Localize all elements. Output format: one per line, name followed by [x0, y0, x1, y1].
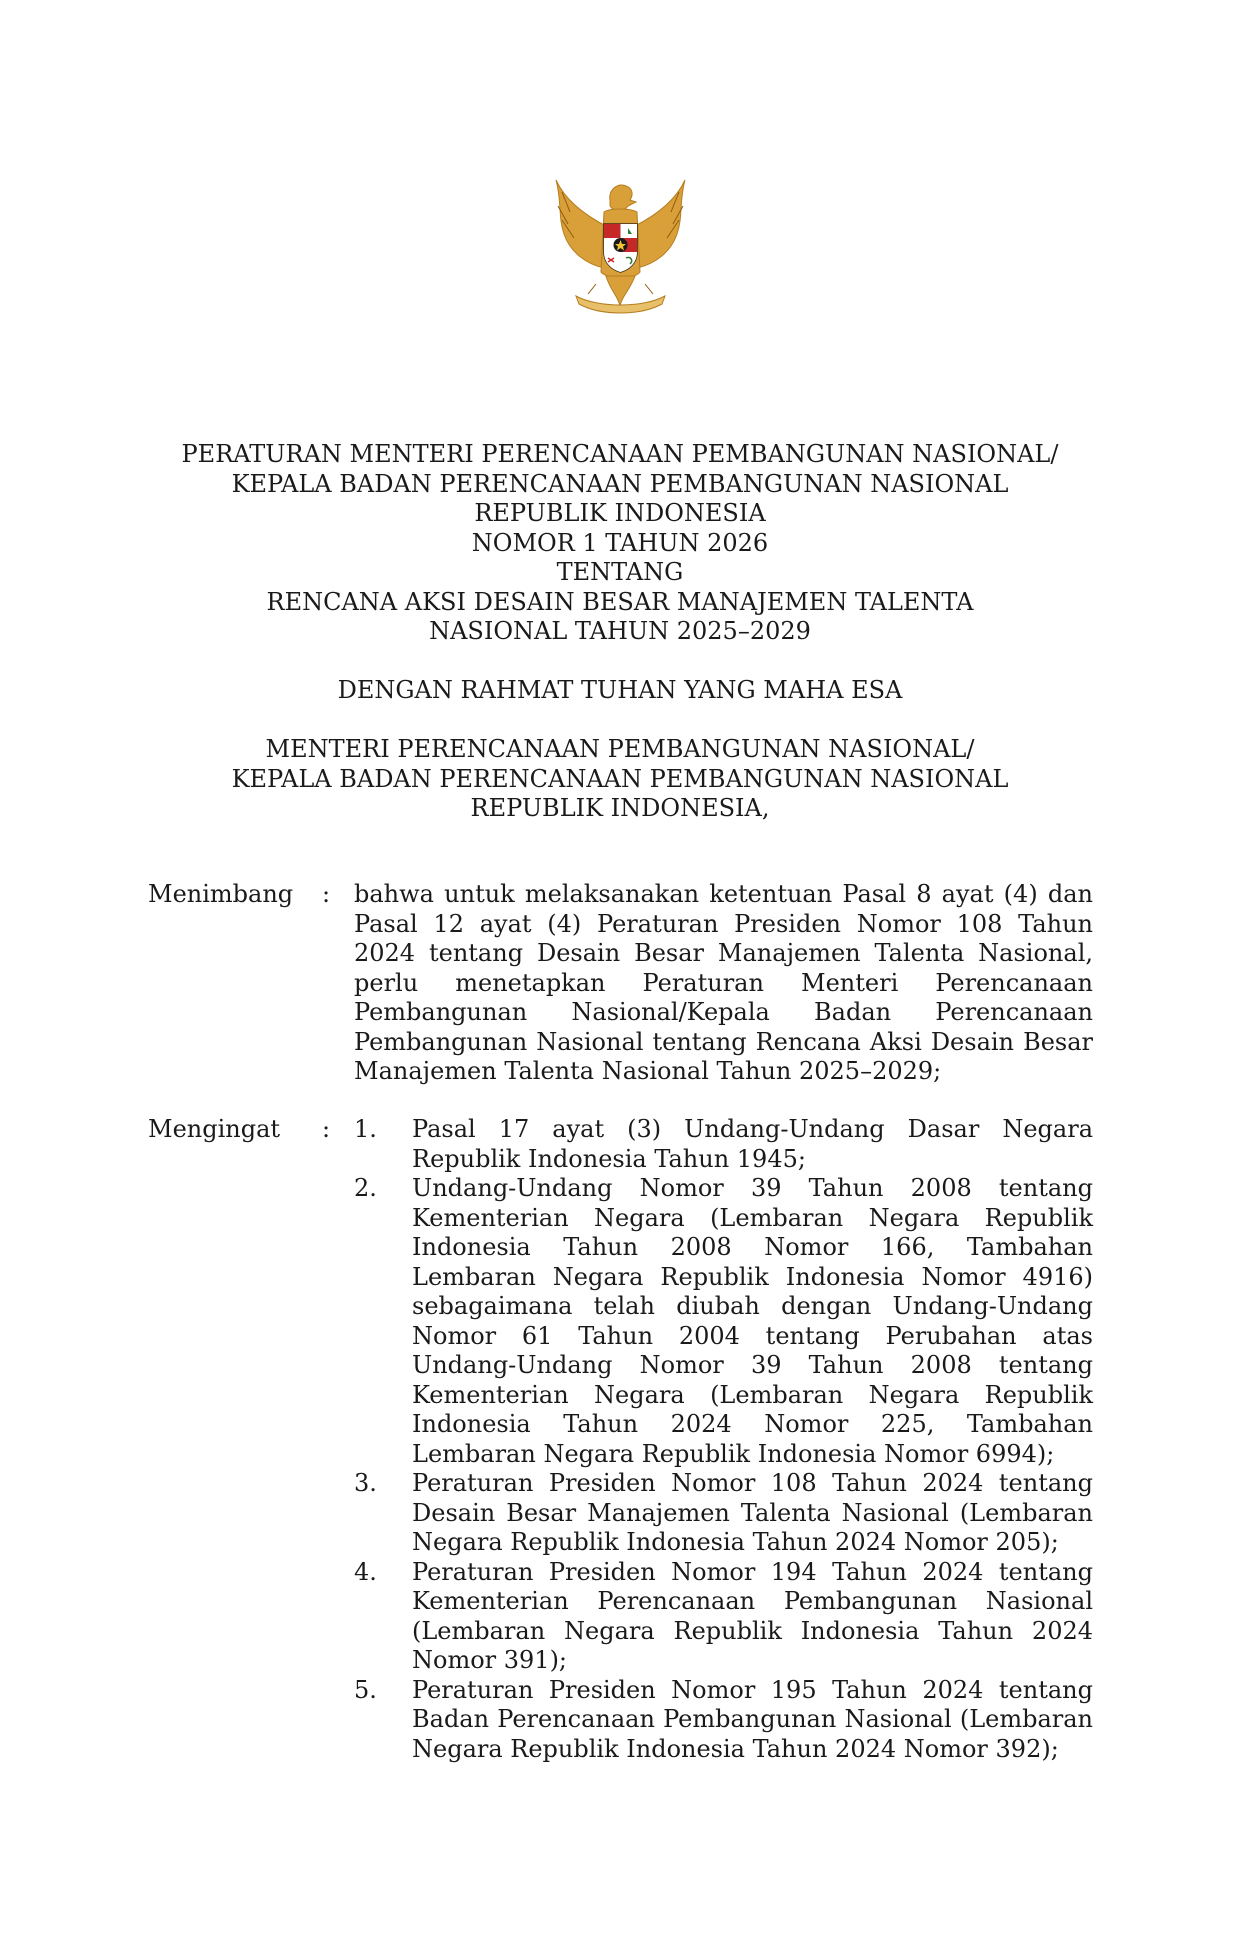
- minister-line: REPUBLIK INDONESIA,: [470, 794, 770, 822]
- minister-line: KEPALA BADAN PERENCANAAN PEMBANGUNAN NASIONAL: [231, 764, 1009, 793]
- list-item: [354, 1558, 1093, 1676]
- mengingat-label: Mengingat: [148, 1115, 281, 1143]
- list-item-text: Peraturan Presiden Nomor 195 Tahun 2024 tentang Badan Perencanaan Pembangunan Nasional (Lembaran Negara Republik Indonesia Tahun 2024 Nomor 392);: [412, 1675, 1093, 1763]
- mengingat-list: [354, 1115, 1093, 1764]
- title-line: NOMOR 1 TAHUN 2026: [471, 528, 769, 557]
- list-item-text: Undang-Undang Nomor 39 Tahun 2008 tentang Kementerian Negara (Lembaran Negara Republik Indonesia Tahun 2008 Nomor 166, Tambahan Lembaran Negara Republik Indonesia Nomor 4916) sebagaimana telah diubah dengan Undang-Undang Nomor 61 Tahun 2004 tentang Perubahan atas Undang-Undang Nomor 39 Tahun 2008 tentang Kementerian Negara (Lembaran Negara Republik Indonesia Tahun 2024 Nomor 225, Tambahan Lembaran Negara Republik Indonesia Nomor 6994);: [412, 1174, 1093, 1468]
- list-item-text: Pasal 17 ayat (3) Undang-Undang Dasar Negara Republik Indonesia Tahun 1945;: [412, 1115, 1093, 1173]
- list-item: [354, 1676, 1093, 1765]
- title-line: TENTANG: [556, 558, 684, 586]
- title-line: RENCANA AKSI DESAIN BESAR MANAJEMEN TALENTA: [266, 587, 974, 616]
- menimbang-colon: :: [322, 880, 331, 908]
- list-item-number: 3.: [354, 1469, 377, 1497]
- minister-line: MENTERI PERENCANAAN PEMBANGUNAN NASIONAL/: [265, 735, 975, 763]
- list-item-number: 4.: [354, 1557, 377, 1586]
- list-item: [354, 1469, 1093, 1558]
- mengingat-colon: :: [322, 1115, 331, 1143]
- title-line: REPUBLIK INDONESIA: [474, 499, 766, 527]
- title-line: PERATURAN MENTERI PERENCANAAN PEMBANGUNAN NASIONAL/: [181, 440, 1059, 468]
- title-line: KEPALA BADAN PERENCANAAN PEMBANGUNAN NASIONAL: [231, 469, 1009, 498]
- blessing-line: DENGAN RAHMAT TUHAN YANG MAHA ESA: [337, 676, 903, 704]
- list-item-number: 1.: [354, 1115, 377, 1143]
- garuda-pancasila-emblem: [548, 172, 693, 322]
- menimbang-label: Menimbang: [148, 880, 294, 908]
- title-line: NASIONAL TAHUN 2025–2029: [429, 617, 811, 645]
- list-item-number: 5.: [354, 1675, 377, 1704]
- list-item-text: Peraturan Presiden Nomor 108 Tahun 2024 tentang Desain Besar Manajemen Talenta Nasional (Lembaran Negara Republik Indonesia Tahun 2024 Nomor 205);: [412, 1469, 1093, 1556]
- document-title-block: [120, 440, 1120, 824]
- list-item-number: 2.: [354, 1174, 377, 1202]
- list-item-text: Peraturan Presiden Nomor 194 Tahun 2024 tentang Kementerian Perencanaan Pembangunan Nasional (Lembaran Negara Republik Indonesia Tahun 2024 Nomor 391);: [412, 1557, 1093, 1674]
- list-item: [354, 1174, 1093, 1469]
- menimbang-text: bahwa untuk melaksanakan ketentuan Pasal 8 ayat (4) dan Pasal 12 ayat (4) Peraturan Presiden Nomor 108 Tahun 2024 tentang Desain Besar Manajemen Talenta Nasional, perlu menetapkan Peraturan Menteri Perencanaan Pembangunan Nasional/Kepala Badan Perencanaan Pembangunan Nasional tentang Rencana Aksi Desain Besar Manajemen Talenta Nasional Tahun 2025–2029;: [354, 880, 1093, 1085]
- list-item: [354, 1115, 1093, 1174]
